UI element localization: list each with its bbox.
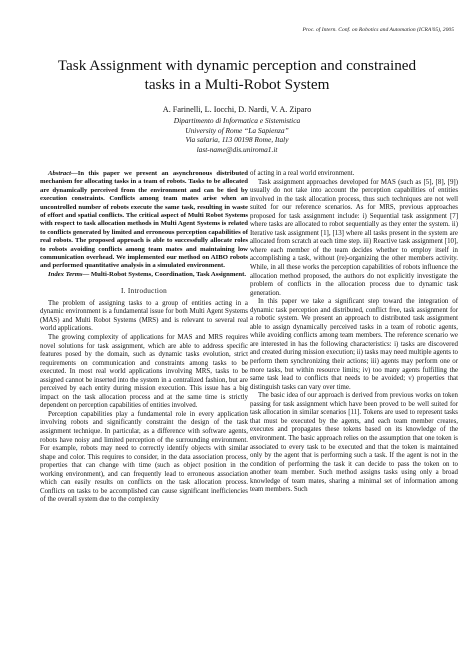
left-paragraph-2: The growing complexity of applications for MAS and MRS requires novel solutions for task assignment, which are able to address specific features posed by the domain, such as dynamic tasks evolution, strict requirements on communication and constraints among tasks to be executed. In most real world applications involving MRS, tasks to be assigned cannot be inserted into the system in a centralized fashion, but are perceived by each entity during mission execution. This issue has a big impact on the task allocation process and at the same time is strictly dependent on perception capabilities of entities involved. — [40, 334, 248, 410]
right-paragraph-2: Task assignment approaches developed for MAS (such as [5], [8], [9]) usually do not take into account the perception capabilities of entities involved in the task allocation process, thus such techniques are not well suited for our reference scenarios. As for MRS, previous approaches proposed for task assignment include: i) Sequential task assignment [7] where tasks are allocated to robot sequentially as they enter the system. ii) Iterative task assignment [1], [13] where all tasks present in the system are allocated from scratch at each time step. iii) Reactive task assignment [10], where each member of the team decides whether to employ itself in accomplishing a task, without (re)-organizing the other members activity. While, in all these works the perception capabilities of robots influence the allocation method proposed, the authors do not explicitly investigate the problem of conflicts in the allocation process due to dynamic task generation. — [250, 178, 458, 297]
right-paragraph-4: The basic idea of our approach is derived from previous works on token passing for task assignment which have been proved to be well suited for task allocation in similar scenarios [11]. Tokens are used to represent tasks that must be executed by the agents, and each team member creates, executes and propagates these tokens based on its knowledge of the environment. The basic approach relies on the assumption that one token is associated to every task to be executed and that the token is maintained only by the agent that is performing such a task. If the agent is not in the condition of performing the task it can decide to pass the token on to another team member. Such method assigns tasks using only a broad knowledge of team mates, sharing a minimal set of information among team members. Such — [250, 392, 458, 494]
affiliation-university: University of Rome “La Sapienza” — [185, 125, 289, 135]
conference-note: Proc. of Intern. Conf. on Robotics and Automation (ICRA'05), 2005 — [302, 27, 454, 33]
left-paragraph-1: The problem of assigning tasks to a group of entities acting in a dynamic environment is a fundamental issue for both Multi Agent Systems (MAS) and Multi Robot Systems (MRS) and is relevant to several real world applications. — [40, 299, 248, 333]
title-line-1: Task Assignment with dynamic perception and constrained — [57, 57, 417, 74]
author-block — [100, 104, 374, 154]
index-terms-text: — Multi-Robot Systems, Coordination, Task Assignment. — [82, 270, 246, 278]
affiliation-dept: Dipartimento di Informatica e Sistemistica — [173, 116, 301, 125]
abstract-text: —In this paper we present an asynchronous distributed mechanism for allocating tasks in a team of robots. Tasks to be allocated are dynamically perceived from the environment and can be tied by execution constraints. Conflicts among team mates arise when an uncontrolled number of robots execute the same task, resulting in waste of effort and spatial conflicts. The critical aspect of Multi Robot Systems with respect to task allocation methods in Multi Agent Systems is related to conflicts generated by limited and erroneous perception capabilities of real robots. The proposed approach is able to successfully allocate roles to robots avoiding conflicts among team mates and maintaining low communication overhead. We implemented our method on AIBO robots and performed quantitative analysis in a simulated environment. — [40, 170, 248, 270]
title-line-2: tasks in a Multi-Robot System — [144, 76, 330, 93]
left-column — [40, 170, 248, 505]
affiliation-address: Via salaria, 113 00198 Rome, Italy — [185, 135, 289, 145]
index-terms-lead: Index Terms — [48, 270, 83, 278]
right-paragraph-3: In this paper we take a significant step toward the integration of dynamic task perception and distributed, conflict free, task assignment for a robotic system. We present an approach to distributed task assignment able to assign dynamically perceived tasks in a team of robotic agents, while avoiding conflicts among team members. The reference scenario we are interested in has the following characteristics: i) tasks are discovered and created during mission execution; ii) tasks may need multiple agents to perform them synchronizing their actions; iii) agents may perform one or more tasks, but within resource limits; iv) too many agents fulfilling the same task lead to conflicts that needs to be avoided; v) properties that distinguish tasks can vary over time. — [250, 298, 458, 391]
right-paragraph-1: of acting in a real world environment. — [250, 170, 355, 177]
index-terms — [40, 271, 248, 279]
abstract — [40, 170, 248, 271]
right-column — [250, 170, 458, 495]
left-paragraph-3: Perception capabilities play a fundamental role in every application involving robots and significantly constraint the design of the task assignment technique. In particular, as a difference with software agents, robots have noisy and limited perception of the surrounding environment. For example, robots may need to correctly identify objects with similar shape and color. This requires to consider, in the data association process, properties that can change with time (such as object position in the working environment), and can frequently lead to erroneous association which can easily results on conflicts on the task allocation process. Conflicts on tasks to be accomplished can cause significant inefficiencies of the overall system due to the complexity — [40, 410, 248, 504]
section-heading-introduction: I. Introduction — [120, 287, 168, 296]
abstract-lead: Abstract — [48, 170, 72, 177]
paper-title — [30, 56, 444, 94]
author-names: A. Farinelli, L. Iocchi, D. Nardi, V. A. Ziparo — [162, 105, 312, 114]
affiliation-email: last-name@dis.uniroma1.it — [196, 144, 278, 154]
